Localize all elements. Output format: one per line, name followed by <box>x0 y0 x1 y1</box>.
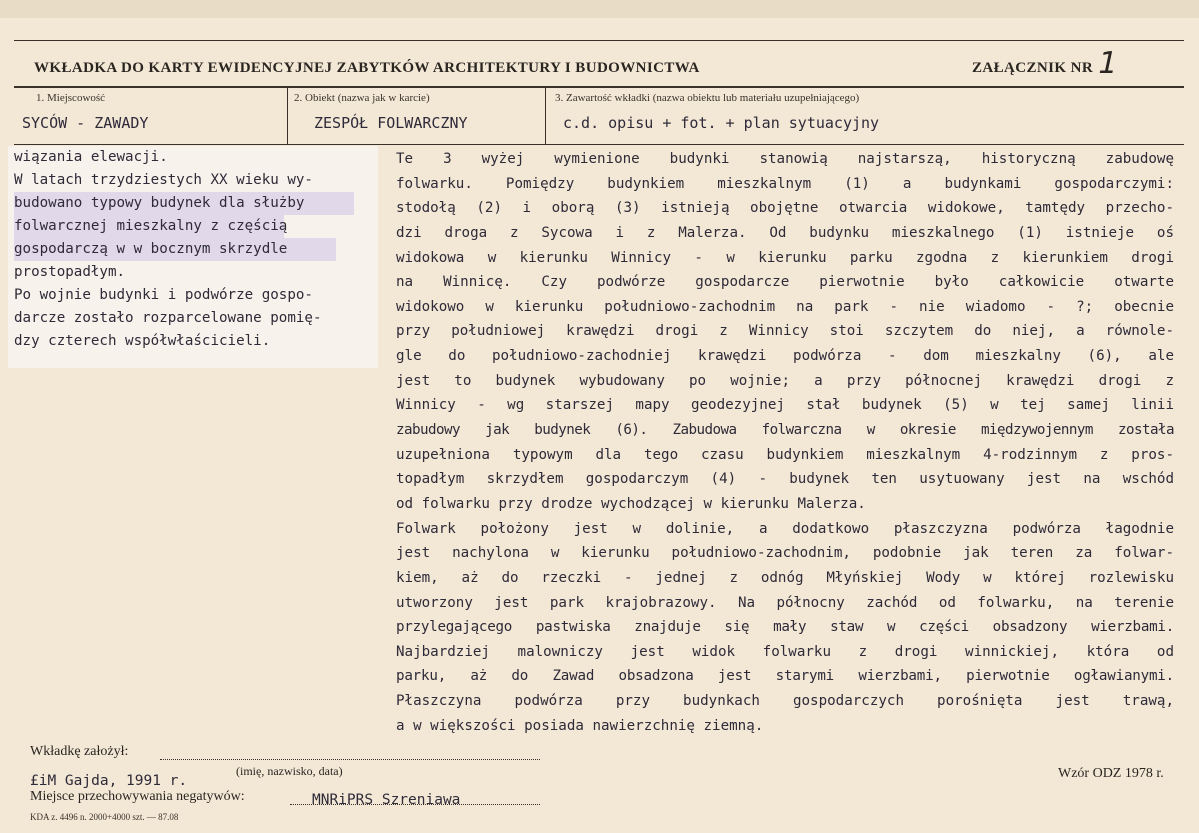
created-by-label: Wkładkę założył: <box>30 744 129 759</box>
main-text-line: Folwark położony jest w dolinie, a dodatkowo płaszczyzna podwórza łagodnie <box>396 520 1174 537</box>
column-value-content: c.d. opisu + fot. + plan sytuacyjny <box>563 114 880 132</box>
main-text-line: jest nachylona w kierunku południowo-zachodnim, podobnie jak teren za folwar- <box>396 545 1174 562</box>
left-text-line: darcze zostało rozparcelowane pomię- <box>14 310 322 326</box>
column-divider-2 <box>545 86 546 144</box>
column-divider-1 <box>287 86 288 144</box>
negatives-value: MNRiPRS Szreniawa <box>312 792 461 808</box>
created-by-dotted-line <box>160 759 540 760</box>
template-info: Wzór ODZ 1978 r. <box>1058 766 1164 781</box>
column-value-object: ZESPÓŁ FOLWARCZNY <box>314 114 468 132</box>
main-text-line: gle do południowo-zachodniej krawędzi podwórza - dom mieszkalny (6), ale <box>396 348 1174 365</box>
left-text-line: prostopadłym. <box>14 264 126 280</box>
left-text-line: gospodarczą w w bocznym skrzydle <box>14 238 336 261</box>
left-text-block <box>14 146 374 353</box>
main-text-line: topadłym skrzydłem gospodarczym (4) - budynek ten usytuowany jest na wschód <box>396 471 1174 488</box>
left-text-line: folwarcznej mieszkalny z częścią <box>14 215 284 238</box>
main-text-line: przy południowej krawędzi drogi z Winnicy stoi szczytem do niej, a równole- <box>396 323 1174 340</box>
columns-bottom-rule <box>14 144 1184 145</box>
main-text-line: na Winnicę. Czy podwórze gospodarcze pierwotnie było całkowicie otwarte <box>396 274 1174 291</box>
header-bottom-rule <box>14 86 1184 88</box>
main-text-line: parku, aż do Zawad obsadzona jest starymi wierzbami, pierwotnie ogławianymi. <box>396 668 1174 685</box>
left-text-line: dzy czterech współwłaścicieli. <box>14 333 271 349</box>
main-text-line: Winnicy - wg starszej mapy geodezyjnej stał budynek (5) w tej samej linii <box>396 397 1174 414</box>
print-info: KDA z. 4496 n. 2000+4000 szt. — 87.08 <box>30 812 179 822</box>
main-text-line: kiem, aż do rzeczki - jednej z odnóg Młyńskiej Wody w której rozlewisku <box>396 569 1174 586</box>
column-label-content: 3. Zawartość wkładki (nazwa obiektu lub materiału uzupełniającego) <box>555 92 860 104</box>
header-top-rule <box>14 40 1184 41</box>
negatives-label: Miejsce przechowywania negatywów: <box>30 789 245 804</box>
annex-label: ZAŁĄCZNIK NR <box>972 60 1094 76</box>
main-text-line: widokowa w kierunku Winnicy - w kierunku parku zgodna z kierunkiem drogi <box>396 249 1174 266</box>
main-text-line: a w większości posiada nawierzchnię ziemną. <box>396 717 764 734</box>
main-text-line: jest to budynek wybudowany po wojnie; a przy północnej krawędzi drogi z <box>396 372 1174 389</box>
main-text-line: widokowo w kierunku południowo-zachodnim na park - nie wiadomo - ?; obecnie <box>396 298 1174 315</box>
column-label-object: 2. Obiekt (nazwa jak w karcie) <box>294 92 430 104</box>
main-text-line: utworzony jest park krajobrazowy. Na północny zachód od folwarku, na terenie <box>396 594 1174 611</box>
left-text-line: Po wojnie budynki i podwórze gospo- <box>14 287 313 303</box>
main-text-line: uzupełniona typowym dla tego czasu budynkiem mieszkalnym 4-rodzinnym z pros- <box>396 446 1174 463</box>
column-label-location: 1. Miejscowość <box>36 92 106 104</box>
main-text-line: stodołą (2) i oborą (3) istnieją obojętne otwarcia widokowe, tamtędy przecho- <box>396 200 1174 217</box>
main-text-line: od folwarku przy drodze wychodzącej w kierunku Malerza. <box>396 495 866 512</box>
main-text-line: Te 3 wyżej wymienione budynki stanowią najstarszą, historyczną zabudowę <box>396 151 1174 167</box>
left-text-line: W latach trzydziestych XX wieku wy- <box>14 172 313 188</box>
form-title: WKŁADKA DO KARTY EWIDENCYJNEJ ZABYTKÓW ARCHITEKTURY I BUDOWNICTWA <box>34 60 700 76</box>
main-text-line: dzi droga z Sycowa i z Malerza. Od budynku mieszkalnego (1) istnieje oś <box>396 224 1174 241</box>
created-by-value: £iM Gajda, 1991 r. <box>30 773 188 789</box>
main-text-line: Najbardziej malowniczy jest widok folwarku z drogi winnickiej, która od <box>396 643 1174 660</box>
created-by-hint: (imię, nazwisko, data) <box>236 764 343 778</box>
main-text-line: Płaszczyna podwórza przy budynkach gospodarczych porośnięta jest trawą, <box>396 693 1174 710</box>
main-text-line: zabudowy jak budynek (6). Zabudowa folwarczna w okresie międzywojennym została <box>396 422 1174 439</box>
left-text-line: budowano typowy budynek dla służby <box>14 192 354 215</box>
column-value-location: SYCÓW - ZAWADY <box>22 114 149 132</box>
main-text-block <box>396 147 1174 738</box>
main-text-line: folwarku. Pomiędzy budynkiem mieszkalnym (1) a budynkami gospodarczymi: <box>396 175 1174 192</box>
card-top-edge <box>0 0 1199 18</box>
main-text-line: przylegającego pastwiska znajduje się mały staw w części obsadzony wierzbami. <box>396 619 1174 636</box>
annex-number: 1 <box>1094 46 1121 81</box>
left-text-line: wiązania elewacji. <box>14 149 168 165</box>
